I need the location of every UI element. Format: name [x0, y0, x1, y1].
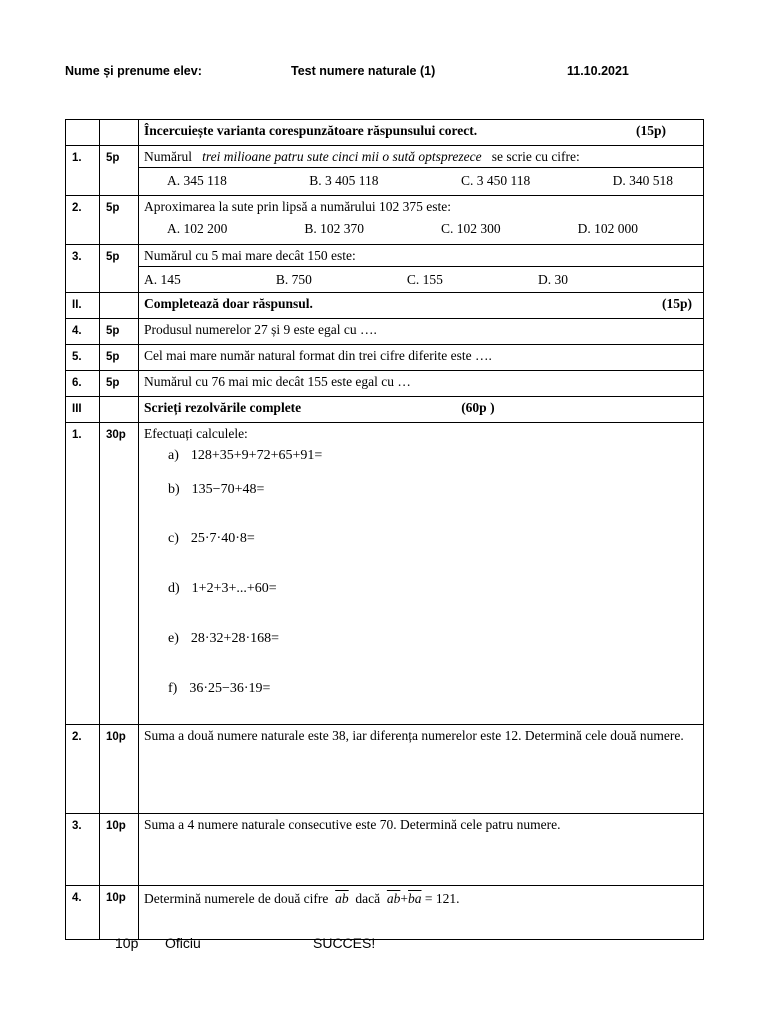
option-a[interactable]: A. 345 118	[167, 173, 227, 188]
option-b[interactable]: B. 3 405 118	[309, 173, 379, 188]
oficiu-points: 10p	[115, 935, 139, 951]
student-name-label: Nume și prenume elev:	[65, 64, 202, 78]
option-d[interactable]: D. 30	[537, 272, 568, 287]
oficiu-label: Oficiu	[165, 935, 201, 951]
question-6: Numărul cu 76 mai mic decât 155 este egal cu …	[139, 371, 704, 397]
section2-header: Completează doar răspunsul. (15p)	[139, 293, 704, 319]
option-b[interactable]: B. 750	[275, 272, 312, 287]
exercise-4: Determină numerele de două cifre $\overline{ab}$ dacă $\overline{ab}+\overline{ba} = 121$.	[139, 886, 704, 940]
test-table: Încercuiește varianta corespunzătoare răspunsului corect. (15p) 1. 5p Numărul trei milioane patru sute cinci mii o sută optsprezece se scrie cu cifre: A. 345 118 B. 3 405 118 C. 3 450 118 D. 340 518 2. 5p Aproximarea la sute prin lipsă a numărului 102 375 este: A. 102 200 B. 102 370 C. 102 300 D. 102 000 3. 5p Numărul cu 5 mai mare decât 150 este: A. 145 B. 750 C. 155 D. 30 II. Completează doar răspunsul. (15p) 4. 5p Produsul numerelor 27 și 9 este egal cu …. 5. 5p Cel mai mare număr natural format din trei cifre diferite este …. 6. 5p Numărul cu 76 mai mic decât 155 este egal cu … III Scrieți rezolvările complete (60p ) 1. 30p Efectuați calculele: a) 128+35+9+72+65+91= b) 135−70+48= c) 25·7·40·8= d) 1+2+3+...+60= e) 28·32+28·168= f) 36·25−36·19= 2. 10p Suma a două numere naturale este 38, iar diferența numerelor este 12. Determină cele două numere. 3. 10p Suma a 4 numere naturale consecutive este 70. Determină cele patru numere. 4. 10p Determină numerele de două cifre $\overline{ab}$ dacă $\overline{ab}+\overline{ba} = 121$.	[65, 119, 704, 940]
question-4: Produsul numerelor 27 și 9 este egal cu ….	[139, 319, 704, 345]
option-a[interactable]: A. 102 200	[167, 221, 228, 236]
option-c[interactable]: C. 155	[406, 272, 443, 287]
test-date: 11.10.2021	[567, 64, 629, 78]
question-3: Numărul cu 5 mai mare decât 150 este: A. 145 B. 750 C. 155 D. 30	[139, 245, 704, 293]
option-c[interactable]: C. 3 450 118	[460, 173, 531, 188]
exercise-3: Suma a 4 numere naturale consecutive este 70. Determină cele patru numere.	[139, 814, 704, 886]
option-d[interactable]: D. 340 518	[612, 173, 673, 188]
option-c[interactable]: C. 102 300	[440, 221, 501, 236]
question-2: Aproximarea la sute prin lipsă a numărului 102 375 este: A. 102 200 B. 102 370 C. 102 300 D. 102 000	[139, 196, 704, 245]
option-a[interactable]: A. 145	[144, 272, 181, 287]
option-b[interactable]: B. 102 370	[304, 221, 364, 236]
question-1: Numărul trei milioane patru sute cinci mii o sută optsprezece se scrie cu cifre: A. 345 118 B. 3 405 118 C. 3 450 118 D. 340 518	[139, 146, 704, 196]
exercise-2: Suma a două numere naturale este 38, iar diferența numerelor este 12. Determină cele două numere.	[139, 725, 704, 814]
succes-text: SUCCES!	[313, 935, 376, 951]
test-title: Test numere naturale (1)	[291, 64, 436, 78]
question-5: Cel mai mare număr natural format din trei cifre diferite este ….	[139, 345, 704, 371]
exercise-1: Efectuați calculele: a) 128+35+9+72+65+91= b) 135−70+48= c) 25·7·40·8= d) 1+2+3+...+60= e) 28·32+28·168= f) 36·25−36·19=	[139, 423, 704, 725]
option-d[interactable]: D. 102 000	[577, 221, 638, 236]
section1-header: Încercuiește varianta corespunzătoare răspunsului corect. (15p)	[139, 120, 704, 146]
section3-header: Scrieți rezolvările complete (60p )	[139, 397, 704, 423]
